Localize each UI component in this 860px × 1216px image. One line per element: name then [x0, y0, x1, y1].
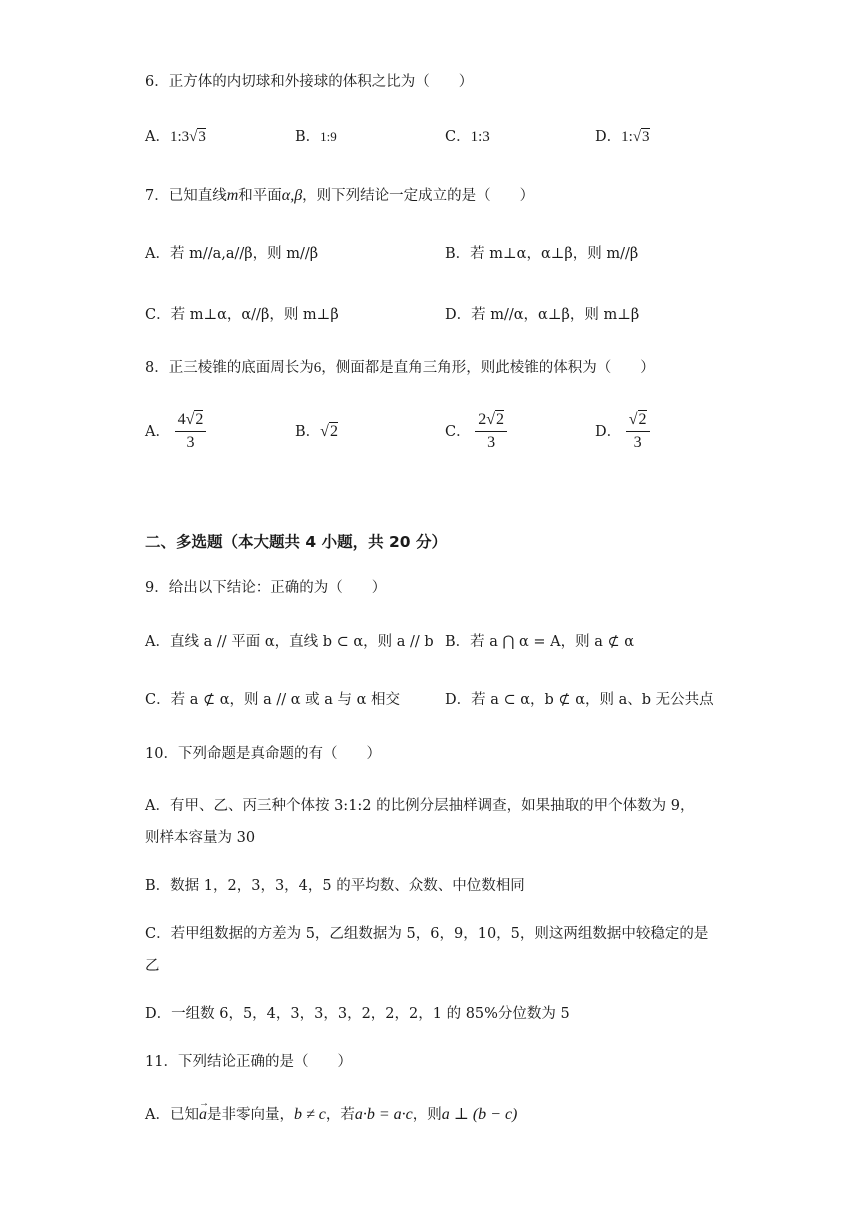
q6-c-label: C．	[445, 129, 471, 145]
q10-option-c-line1: C．若甲组数据的方差为 5，乙组数据为 5，6，9，10，5，则这两组数据中较稳定的是	[145, 926, 709, 942]
q7-option-d: D．若 m//α，α⊥β，则 m⊥β	[445, 307, 640, 323]
q8-option-d: D． $\frac{√2}{3}$	[595, 410, 650, 454]
section-title: 二、多选题（本大题共 4 小题，共 20 分）	[145, 533, 447, 551]
q6-stem: 6．正方体的内切球和外接球的体积之比为（ ）	[145, 74, 474, 90]
q10-option-b: B．数据 1，2，3，3，4，5 的平均数、众数、中位数相同	[145, 878, 525, 894]
q6-b-value: 1:9	[320, 129, 337, 144]
q6-d-label: D．	[595, 129, 622, 145]
q11-a-equation: a·b = a·c	[354, 1106, 413, 1123]
q10-option-d: D．一组数 6，5，4，3，3，3，2，2，2，1 的 85%分位数为 5	[145, 1006, 570, 1022]
vector-a: → a	[199, 1105, 207, 1125]
q8-option-a: A． $\frac{4√2}{3}$	[145, 410, 206, 454]
q7-option-b: B．若 m⊥α，α⊥β，则 m//β	[445, 246, 639, 262]
q11-a-result: a ⊥ (b − c)	[441, 1106, 518, 1123]
q8-stem: 8．正三棱锥的底面周长为6，侧面都是直角三角形，则此棱锥的体积为（ ）	[145, 360, 655, 376]
q7-option-c: C．若 m⊥α，α//β，则 m⊥β	[145, 307, 339, 323]
q10-option-a-line1: A．有甲、乙、丙三种个体按 3:1:2 的比例分层抽样调查，如果抽取的甲个体数为 9，	[145, 798, 695, 814]
q8-d-fraction: $\frac{√2}{3}$	[626, 410, 650, 454]
q9-option-b: B．若 a ⋂ α = A，则 a ⊄ α	[445, 634, 635, 650]
q6-option-a	[145, 127, 206, 147]
q7-option-a: A．若 m//a,a//β，则 m//β	[145, 246, 319, 262]
q11-stem: 11．下列结论正确的是（ ）	[145, 1054, 352, 1070]
q6-option-d	[595, 127, 650, 147]
q8-c-fraction: $\frac{2√2}{3}$	[475, 410, 507, 454]
q10-stem: 10．下列命题是真命题的有（ ）	[145, 746, 381, 762]
q6-option-c	[445, 127, 490, 147]
q6-d-sqrt: √3	[632, 129, 650, 145]
q10-option-a-line2: 则样本容量为 30	[145, 830, 256, 846]
q6-b-label: B．	[295, 129, 321, 145]
q6-a-value: 1:3	[169, 129, 190, 145]
q11-a-condition: b ≠ c	[293, 1106, 326, 1123]
q6-a-label: A．	[145, 129, 170, 145]
q6-a-sqrt: √3	[189, 129, 206, 145]
q7-stem: 7．已知直线m和平面α,β，则下列结论一定成立的是（ ）	[145, 187, 535, 204]
q9-option-c: C．若 a ⊄ α，则 a // α 或 a 与 α 相交	[145, 692, 401, 708]
q9-option-d: D．若 a ⊂ α，b ⊄ α，则 a、b 无公共点	[445, 692, 714, 708]
q10-option-c-line2: 乙	[145, 958, 160, 974]
q6-c-value: 1:3	[470, 129, 490, 145]
q11-option-a: A．已知→ a是非零向量，b ≠ c，若a·b = a·c，则a ⊥ (b − c)	[145, 1105, 517, 1125]
q8-a-fraction: $\frac{4√2}{3}$	[175, 410, 207, 454]
q9-stem: 9．给出以下结论：正确的为（ ）	[145, 580, 387, 596]
q6-d-value: 1:	[621, 129, 633, 145]
q8-option-b: B．√2	[295, 423, 338, 440]
q9-option-a: A．直线 a // 平面 α，直线 b ⊂ α，则 a // b	[145, 634, 434, 650]
q8-option-c: C． $\frac{2√2}{3}$	[445, 410, 507, 454]
q6-option-b	[295, 127, 337, 147]
